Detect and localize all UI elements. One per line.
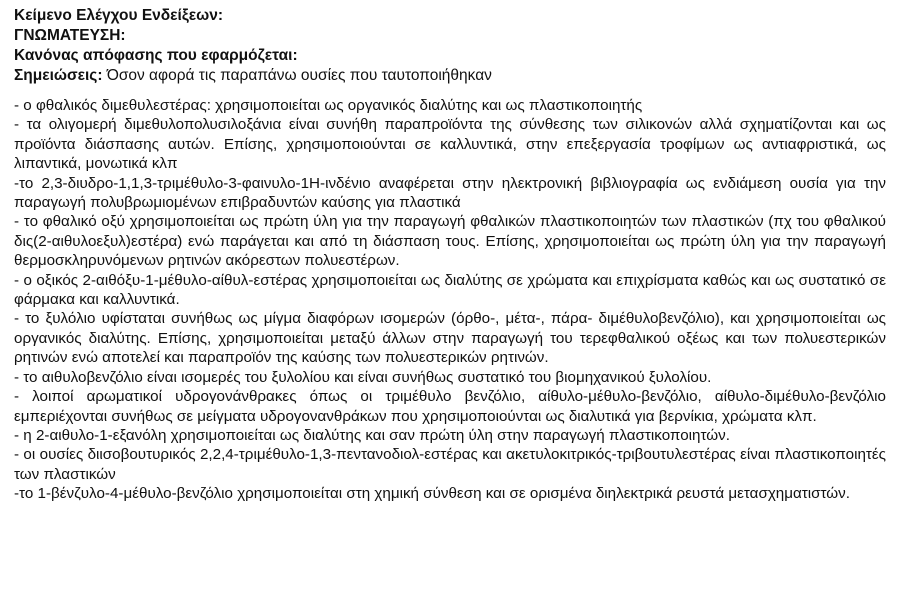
list-item-ethoxy-acetate: - ο οξικός 2-αιθόξυ-1-μέθυλο-αίθυλ-εστέρας χρησιμοποιείται ως διαλύτης σε χρώματα και επιχρίσματα καθώς και ως συστατικό σε φάρμακα και καλλυντικά. (14, 271, 886, 309)
rule-heading: Κανόνας απόφασης που εφαρμόζεται: (14, 47, 298, 64)
list-item-dimethyl-phthalate: - ο φθαλικός διμεθυλεστέρας: χρησιμοποιείται ως οργανικός διαλύτης και ως πλαστικοποιητής (14, 97, 643, 114)
substance-notes-list (14, 96, 886, 504)
list-item-indene: -το 2,3-διυδρο-1,1,3-τριμέθυλο-3-φαινυλο-1Η-ινδένιο αναφέρεται στην ηλεκτρονική βιβλιογραφία ως ενδιάμεση ουσία για την παραγωγή πολυβρωμιομένων επιβραδυντών καύσης για πλαστικά (14, 174, 886, 212)
list-item-benzyl-methylbenzene: -το 1-βένζυλο-4-μέθυλο-βενζόλιο χρησιμοποιείται στη χημική σύνθεση και σε ορισμένα διηλεκτρικά ρευστά μετασχηματιστών. (14, 485, 850, 503)
notes-text: Όσον αφορά τις παραπάνω ουσίες που ταυτοποιήθηκαν (106, 67, 492, 84)
list-item-aromatic-hydrocarbons: - λοιποί αρωματικοί υδρογονάνθρακες όπως οι τριμέθυλο βενζόλιο, αίθυλο-μέθυλο-βενζόλιο, αίθυλο-διμέθυλο-βενζόλιο εμπεριέχονται συνήθως σε μείγματα υδρογονανθράκων που χρησιμοποιούνται ως διαλυτικά για βερνίκια, χρώματα κλπ. (14, 388, 886, 425)
list-item-xylene: - το ξυλόλιο υφίσταται συνήθως ως μίγμα διαφόρων ισομερών (όρθο-, μέτα-, πάρα- διμέθυλοβενζόλιο), και χρησιμοποιείται ως οργανικός διαλύτης. Επίσης, χρησιμοποιείται μεταξύ άλλων στην παραγωγή του τερεφθαλικού οξέως και των πολυεστερικών ρητινών ενώ αποτελεί και παραπροϊόν της καύσης των πολυεστερικών ρητινών. (14, 310, 886, 367)
list-item-ethylhexanol: - η 2-αιθυλο-1-εξανόλη χρησιμοποιείται ως διαλύτης και σαν πρώτη ύλη στην παραγωγή πλαστικοποιητών. (14, 426, 730, 444)
list-item-ethylbenzene: - το αιθυλοβενζόλιο είναι ισομερές του ξυλολίου και είναι συνήθως συστατικό του βιομηχανικού ξυλολίου. (14, 368, 712, 386)
list-item-siloxanes: - τα ολιγομερή διμεθυλοπολυσιλοξάνια είναι συνήθη παραπροϊόντα της σύνθεσης των σιλικονών αλλά σχηματίζονται και ως προϊόντα διάσπασης αυτών. Επίσης, χρησιμοποιούνται σε καλλυντικά, στην επεξεργασία τροφίμων ως αντιαφριστικά, ως λιπαντικά, μονωτικά κλπ (14, 116, 886, 173)
notes-label: Σημειώσεις: (14, 67, 103, 84)
opinion-heading: ΓΝΩΜΑΤΕΥΣΗ: (14, 27, 126, 44)
section-spacer (14, 86, 886, 96)
document-title: Κείμενο Ελέγχου Ενδείξεων: (14, 7, 223, 24)
list-item-phthalic-acid: - το φθαλικό οξύ χρησιμοποιείται ως πρώτη ύλη για την παραγωγή φθαλικών πλαστικοποιητών των πλαστικών (πχ του φθαλικού δις(2-αιθυλοεξυλ)εστέρα) ενώ παράγεται και από τη διάσπαση τους. Επίσης, χρησιμοποιείται ως πρώτη ύλη για την παραγωγή θερμοσκληρυνόμενων ρητινών ακόρεστων πολυεστέρων. (14, 213, 886, 270)
list-item-plasticizers: - οι ουσίες διισοβουτυρικός 2,2,4-τριμέθυλο-1,3-πεντανοδιολ-εστέρας και ακετυλοκιτρικός-τριβουτυλεστέρας είναι πλαστικοποιητές των πλαστικών (14, 446, 886, 483)
notes-line (14, 66, 886, 86)
